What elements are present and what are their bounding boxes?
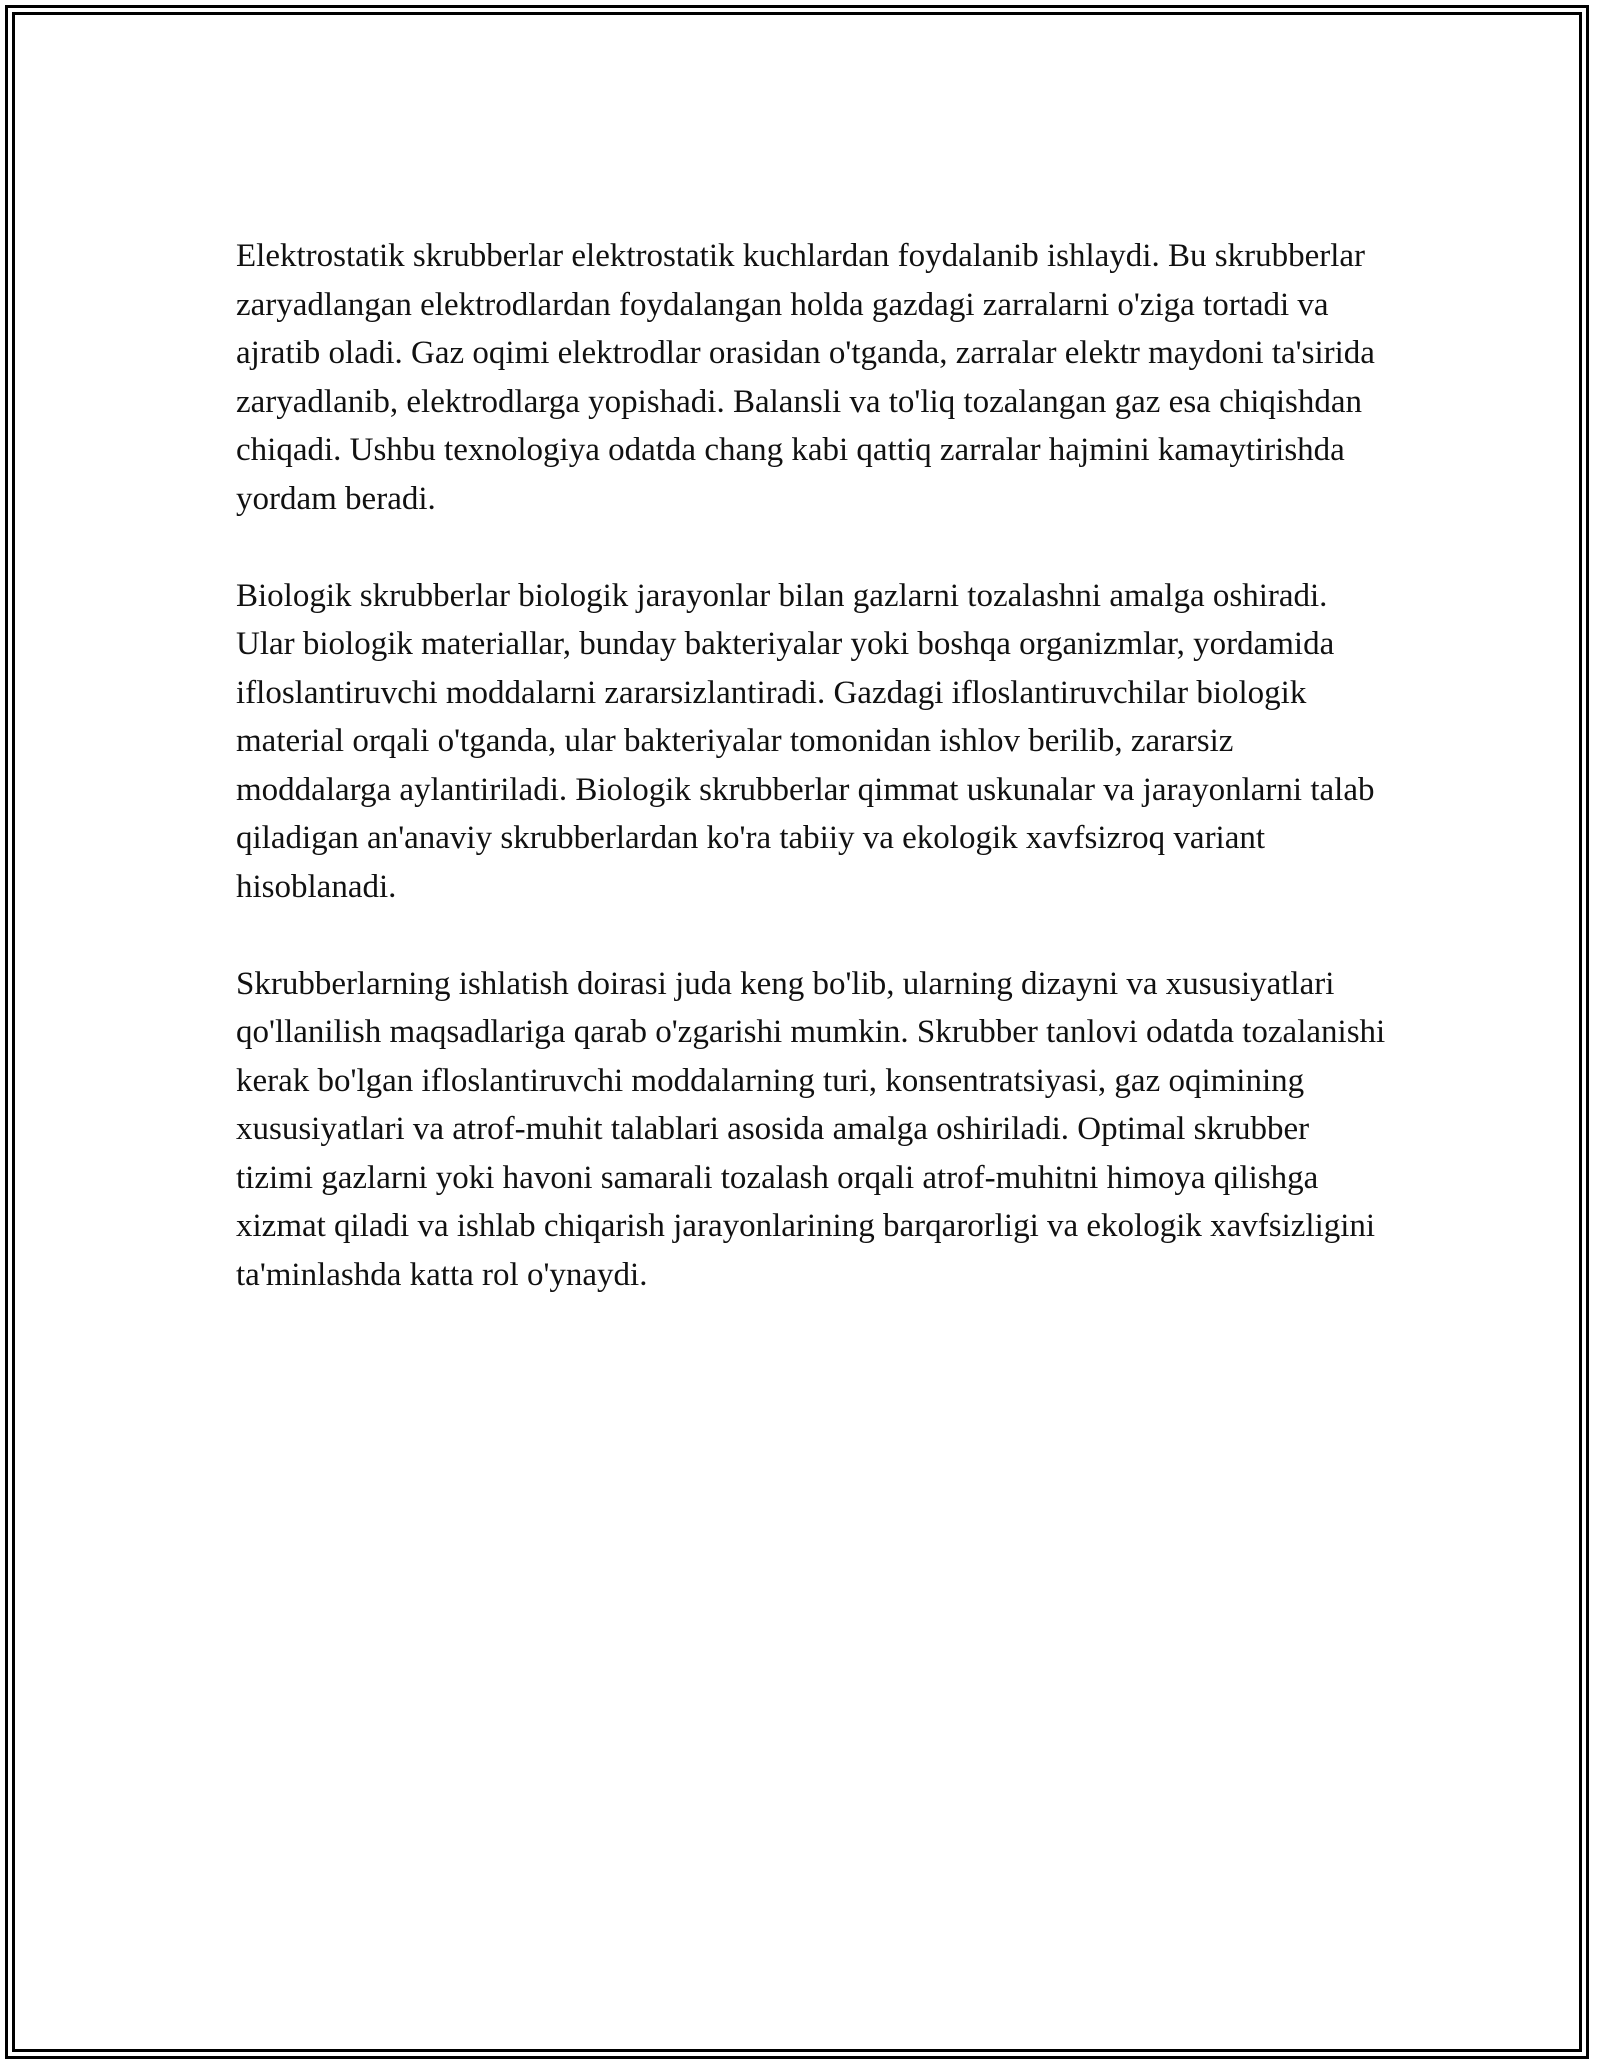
document-body xyxy=(236,232,1386,1348)
paragraph-electrostatic-scrubbers: Elektrostatik skrubberlar elektrostatik kuchlardan foydalanib ishlaydi. Bu skrubberlar zaryadlangan elektrodlardan foydalangan holda gazdagi zarralarni o'ziga tortadi va ajratib oladi. Gaz oqimi elektrodlar orasidan o'tganda, zarralar elektr maydoni ta'sirida zaryadlanib, elektrodlarga yopishadi. Balansli va to'liq tozalangan gaz esa chiqishdan chiqadi. Ushbu texnologiya odatda chang kabi qattiq zarralar hajmini kamaytirishda yordam beradi. xyxy=(236,238,1375,517)
paragraph-biological-scrubbers: Biologik skrubberlar biologik jarayonlar bilan gazlarni tozalashni amalga oshiradi. Ular biologik materiallar, bunday bakteriyalar yoki boshqa organizmlar, yordamida ifloslantiruvchi moddalarni zararsizlantiradi. Gazdagi ifloslantiruvchilar biologik material orqali o'tganda, ular bakteriyalar tomonidan ishlov berilib, zararsiz moddalarga aylantiriladi. Biologik skrubberlar qimmat uskunalar va jarayonlarni talab qiladigan an'anaviy skrubberlardan ko'ra tabiiy va ekologik xavfsizroq variant hisoblanadi. xyxy=(236,577,1375,905)
paragraph-scrubber-applications: Skrubberlarning ishlatish doirasi juda keng bo'lib, ularning dizayni va xususiyatlari qo'llanilish maqsadlariga qarab o'zgarishi mumkin. Skrubber tanlovi odatda tozalanishi kerak bo'lgan ifloslantiruvchi moddalarning turi, konsentratsiyasi, gaz oqimining xususiyatlari va atrof-muhit talablari asosida amalga oshiriladi. Optimal skrubber tizimi gazlarni yoki havoni samarali tozalash orqali atrof-muhitni himoya qilishga xizmat qiladi va ishlab chiqarish jarayonlarining barqarorligi va ekologik xavfsizligini ta'minlashda katta rol o'ynaydi. xyxy=(236,965,1386,1293)
